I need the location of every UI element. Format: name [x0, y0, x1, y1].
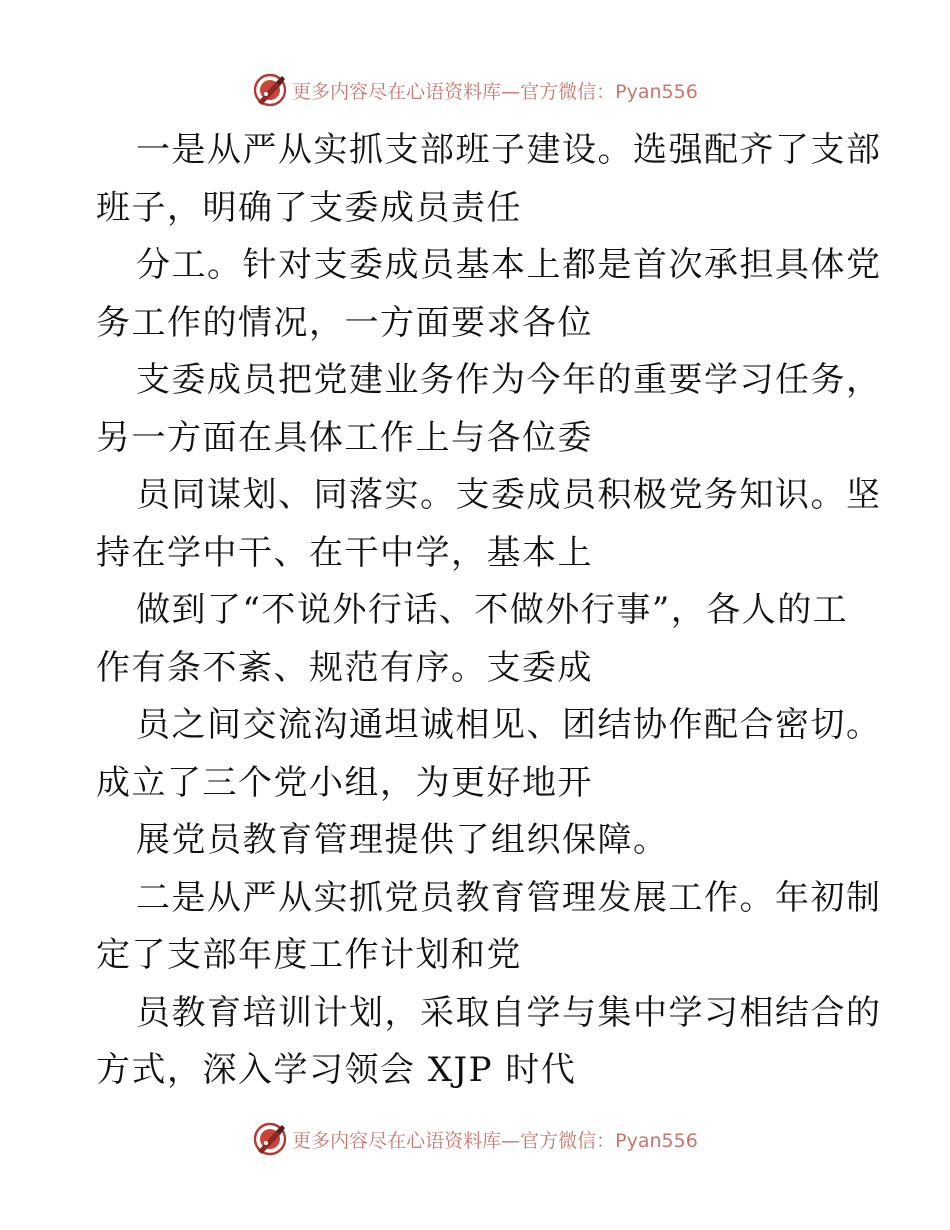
banner-text: 更多内容尽在心语资料库—官方微信：Pyan556	[292, 1129, 698, 1152]
footer-banner	[0, 1121, 950, 1157]
text-line: 持在学中干、在干中学，基本上	[96, 532, 593, 573]
wechat-id: Pyan556	[615, 1129, 698, 1152]
text-line: 支委成员把党建业务作为今年的重要学习任务，	[136, 360, 882, 400]
header-banner	[0, 72, 950, 108]
text-line: 二是从严从实抓党员教育管理发展工作。年初制	[136, 877, 882, 918]
text-line: 成立了三个党小组，为更好地开	[96, 762, 593, 803]
document-body	[96, 122, 882, 1100]
text-line: 一是从严从实抓支部班子建设。选强配齐了支部	[136, 130, 882, 170]
banner-text: 更多内容尽在心语资料库—官方微信：Pyan556	[292, 80, 698, 103]
text-line: 方式，深入学习领会 XJP 时代	[96, 1050, 577, 1090]
text-line: 务工作的情况，一方面要求各位	[96, 302, 593, 343]
text-line: 定了支部年度工作计划和党	[96, 935, 522, 975]
text-line: 员教育培训计划，采取自学与集中学习相结合的	[136, 992, 882, 1033]
text-line: 做到了“不说外行话、不做外行事”，各人的工	[136, 590, 849, 630]
text-line: 员同谋划、同落实。支委成员积极党务知识。坚	[136, 475, 882, 515]
red-pen-logo-icon	[252, 72, 288, 108]
red-pen-logo-icon	[252, 1121, 288, 1157]
text-line: 作有条不紊、规范有序。支委成	[96, 647, 593, 688]
text-line: 员之间交流沟通坦诚相见、团结协作配合密切。	[136, 705, 882, 745]
text-line: 班子，明确了支委成员责任	[96, 187, 522, 228]
text-line: 另一方面在具体工作上与各位委	[96, 417, 593, 458]
wechat-id: Pyan556	[615, 80, 698, 103]
text-line: 展党员教育管理提供了组织保障。	[136, 820, 669, 860]
text-line: 分工。针对支委成员基本上都是首次承担具体党	[136, 245, 882, 285]
